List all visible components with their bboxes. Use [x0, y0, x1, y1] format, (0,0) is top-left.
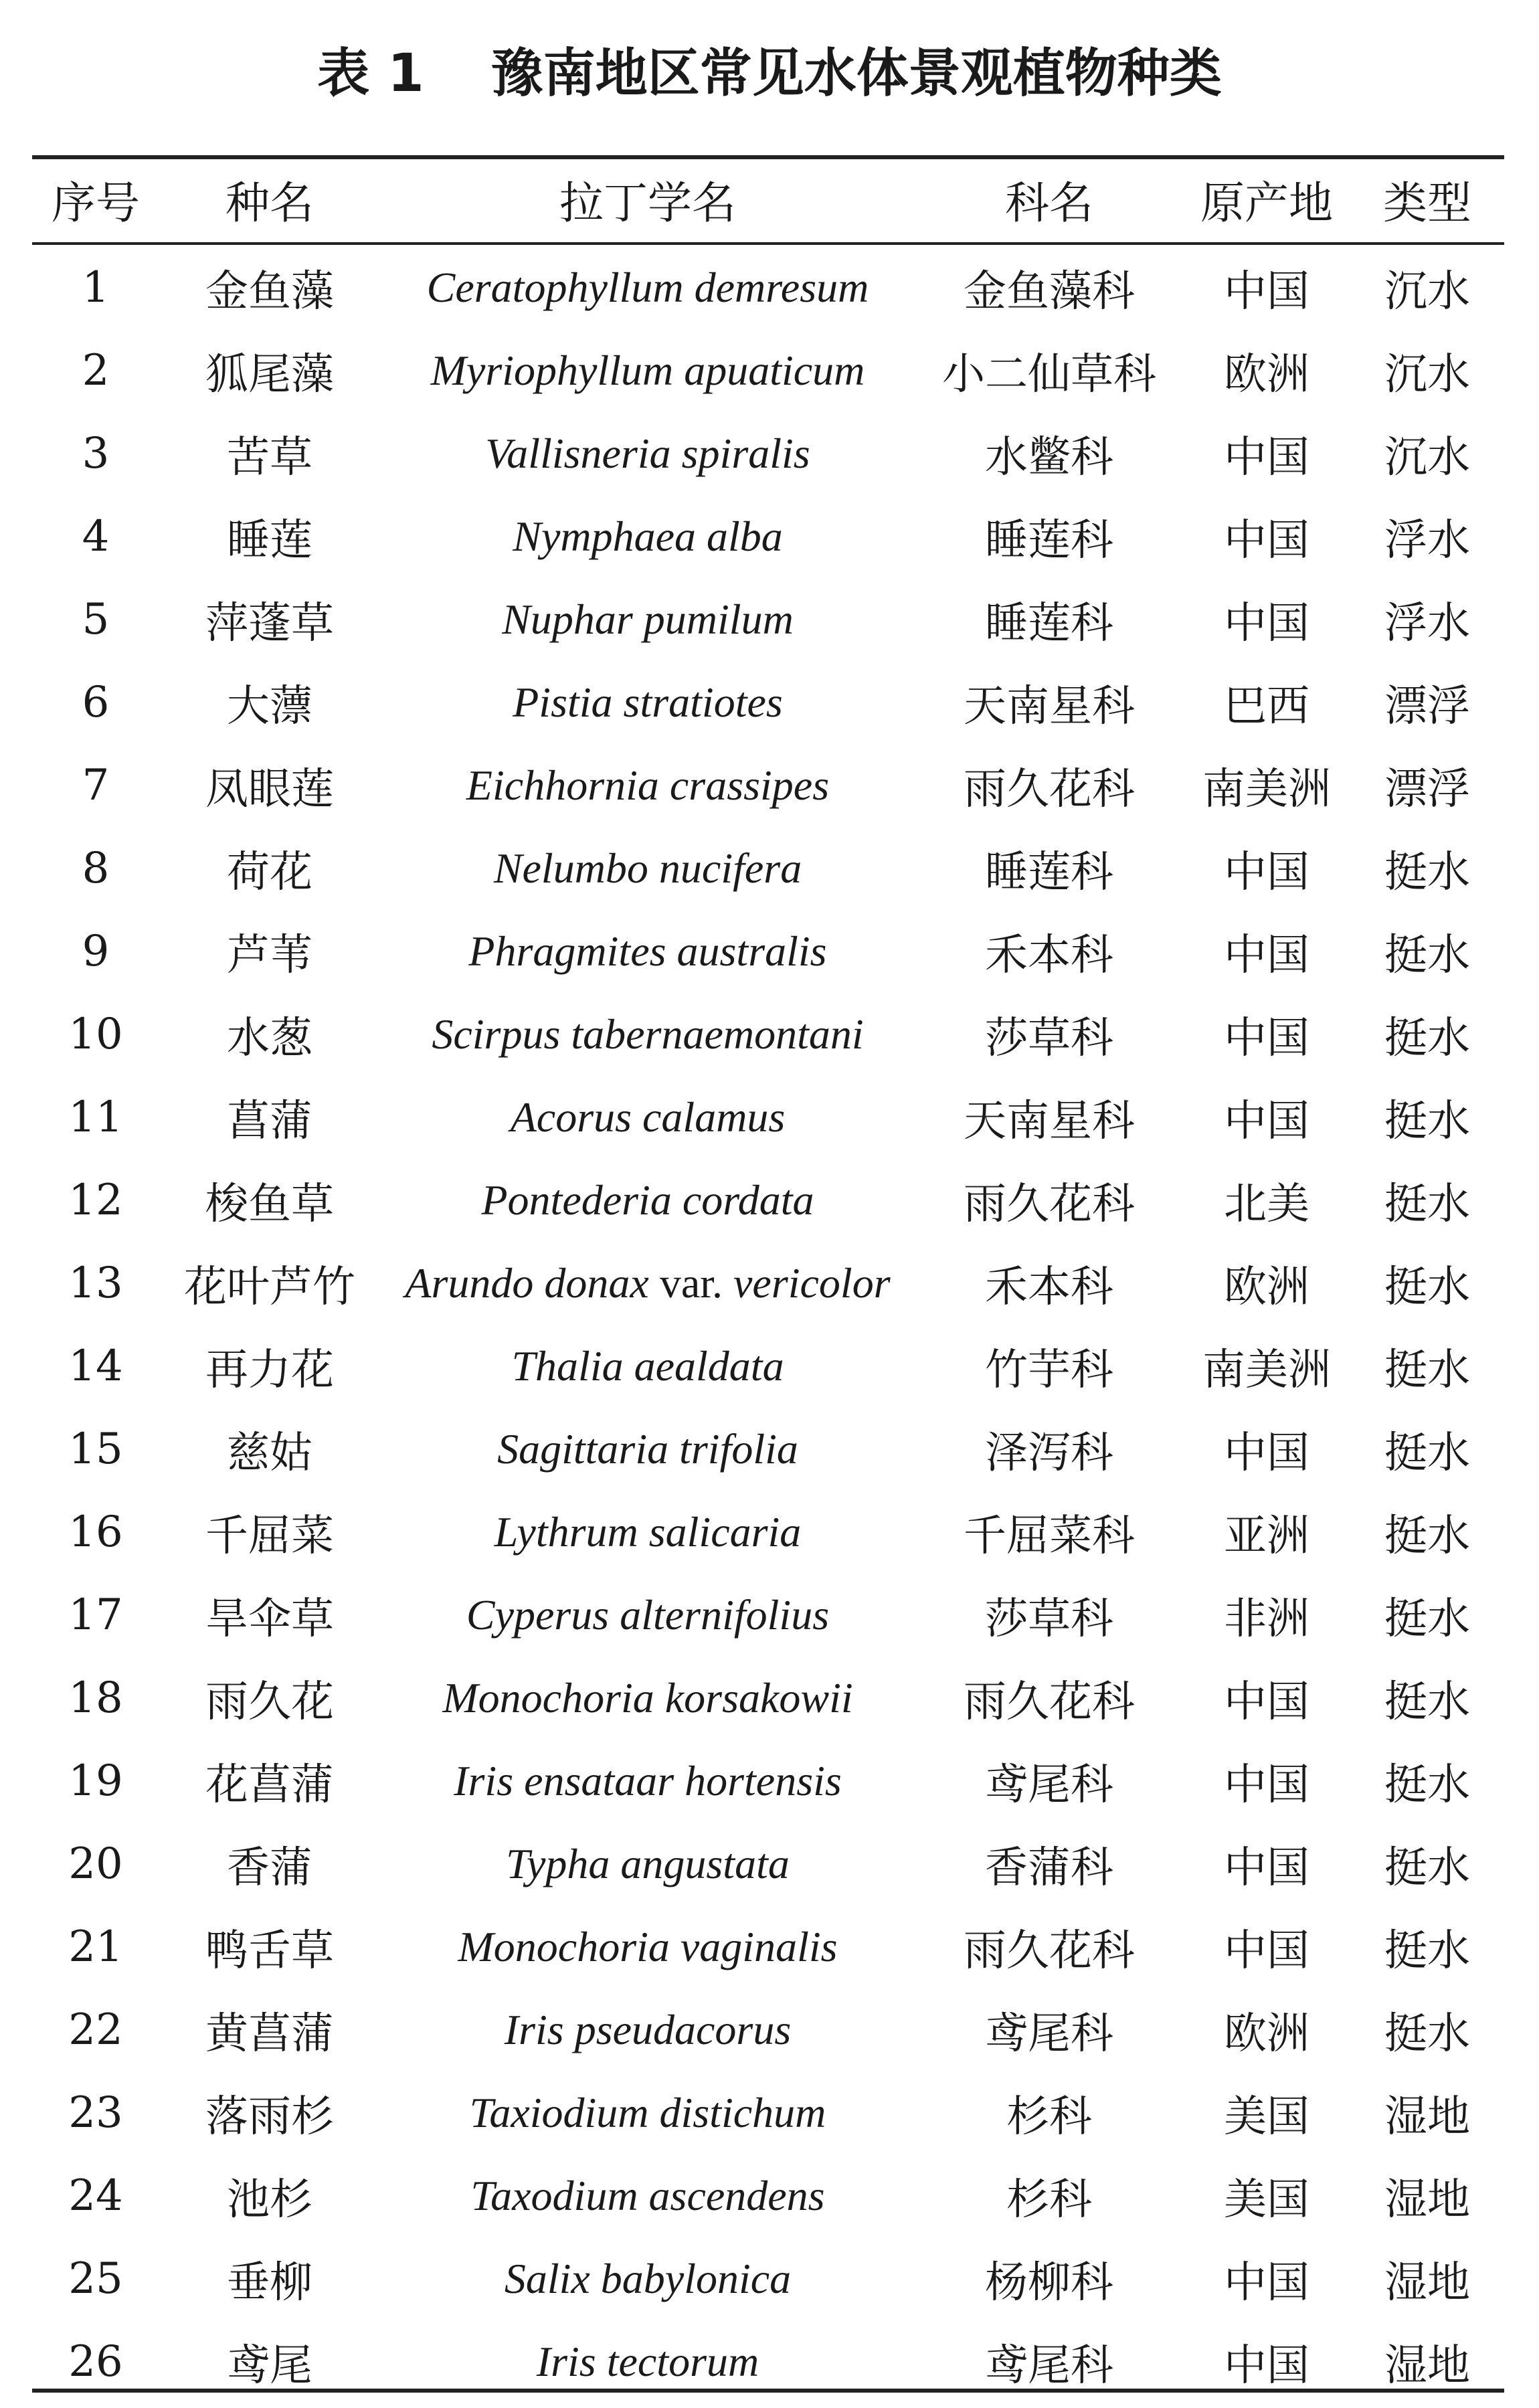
cell-type: 挺水 — [1384, 1346, 1470, 1395]
cell-latin: Phragmites australis — [468, 927, 827, 975]
table-row — [32, 1988, 1504, 2071]
cell-type: 漂浮 — [1384, 765, 1470, 814]
cell-family: 杉科 — [1006, 2175, 1092, 2225]
cell-latin: Acorus calamus — [510, 1093, 786, 1141]
cell-type: 挺水 — [1384, 1263, 1470, 1312]
cell-origin: 中国 — [1224, 1677, 1309, 1727]
cell-family: 金鱼藻科 — [964, 267, 1135, 316]
cell-family: 雨久花科 — [964, 765, 1135, 814]
cell-type: 挺水 — [1384, 1511, 1470, 1561]
cell-name: 狐尾藻 — [205, 350, 334, 399]
cell-family: 睡莲科 — [985, 599, 1113, 648]
cell-origin: 中国 — [1224, 1428, 1309, 1478]
table-row — [32, 2071, 1504, 2154]
cell-no: 16 — [68, 1507, 123, 1557]
cell-no: 19 — [68, 1756, 123, 1806]
cell-family: 竹芋科 — [985, 1346, 1113, 1395]
cell-name: 池杉 — [227, 2175, 312, 2225]
cell-type: 沉水 — [1384, 350, 1470, 399]
cell-type: 挺水 — [1384, 1428, 1470, 1478]
cell-latin: Iris pseudacorus — [504, 2006, 792, 2053]
cell-latin: Vallisneria spiralis — [485, 430, 810, 477]
cell-name: 落雨杉 — [205, 2092, 334, 2142]
cell-family: 睡莲科 — [985, 516, 1113, 565]
cell-origin: 中国 — [1224, 931, 1309, 980]
cell-type: 沉水 — [1384, 433, 1470, 482]
cell-latin: Cyperus alternifolius — [466, 1591, 830, 1639]
cell-no: 3 — [82, 429, 110, 478]
table-title: 豫南地区常见水体景观植物种类 — [490, 43, 1222, 104]
cell-family: 杉科 — [1006, 2092, 1092, 2142]
cell-name: 旱伞草 — [205, 1594, 334, 1644]
table-body — [32, 242, 1504, 2403]
header-name: 种名 — [225, 177, 314, 229]
cell-name: 鸢尾 — [227, 2341, 312, 2391]
cell-no: 10 — [68, 1010, 123, 1059]
cell-no: 14 — [68, 1341, 123, 1391]
cell-no: 25 — [68, 2254, 123, 2304]
table-row — [32, 1740, 1504, 1823]
cell-no: 7 — [82, 761, 110, 810]
cell-name: 萍蓬草 — [205, 599, 334, 648]
cell-family: 雨久花科 — [964, 1926, 1135, 1976]
cell-latin: Myriophyllum apuaticum — [430, 347, 865, 394]
cell-type: 挺水 — [1384, 931, 1470, 980]
cell-type: 漂浮 — [1384, 682, 1470, 731]
cell-origin: 非洲 — [1224, 1594, 1309, 1644]
cell-no: 26 — [68, 2337, 123, 2387]
cell-family: 鸢尾科 — [985, 2009, 1113, 2059]
cell-family: 香蒲科 — [985, 1843, 1113, 1893]
cell-no: 17 — [68, 1590, 123, 1640]
cell-latin: Salix babylonica — [504, 2255, 792, 2302]
cell-latin: Taxodium ascendens — [470, 2172, 825, 2219]
cell-family: 千屈菜科 — [964, 1511, 1135, 1561]
cell-origin: 中国 — [1224, 2258, 1309, 2308]
cell-latin: Nymphaea alba — [513, 513, 783, 560]
table-row — [32, 1823, 1504, 1906]
table-row — [32, 1491, 1504, 1574]
table-row — [32, 827, 1504, 910]
cell-name: 苦草 — [227, 433, 312, 482]
cell-latin: Sagittaria trifolia — [497, 1425, 798, 1473]
cell-name: 梭鱼草 — [205, 1180, 334, 1229]
table-row — [32, 1408, 1504, 1491]
cell-latin: Thalia aealdata — [511, 1342, 784, 1390]
cell-latin: Pistia stratiotes — [513, 678, 783, 726]
cell-no: 21 — [68, 1922, 123, 1972]
cell-family: 杨柳科 — [985, 2258, 1113, 2308]
cell-origin: 巴西 — [1224, 682, 1309, 731]
cell-no: 9 — [82, 927, 110, 976]
cell-name: 黄菖蒲 — [205, 2009, 334, 2059]
cell-family: 水鳖科 — [985, 433, 1113, 482]
cell-type: 浮水 — [1384, 599, 1470, 648]
table-row — [32, 1159, 1504, 1242]
cell-origin: 中国 — [1224, 1760, 1309, 1810]
header-origin: 原产地 — [1200, 177, 1333, 229]
cell-type: 湿地 — [1384, 2175, 1470, 2225]
cell-type: 挺水 — [1384, 1843, 1470, 1893]
cell-family: 小二仙草科 — [942, 350, 1156, 399]
cell-family: 雨久花科 — [964, 1677, 1135, 1727]
header-no: 序号 — [52, 177, 140, 229]
cell-latin: Nelumbo nucifera — [493, 844, 802, 892]
cell-origin: 北美 — [1224, 1180, 1309, 1229]
table-row — [32, 1242, 1504, 1325]
table-caption — [0, 33, 1539, 114]
cell-name: 垂柳 — [227, 2258, 312, 2308]
cell-no: 11 — [68, 1093, 123, 1142]
table-row — [32, 1657, 1504, 1740]
cell-family: 天南星科 — [964, 1097, 1135, 1146]
cell-name: 金鱼藻 — [205, 267, 334, 316]
latin-part: Arundo donax — [405, 1259, 649, 1307]
cell-no: 8 — [82, 844, 110, 893]
cell-no: 13 — [68, 1259, 123, 1308]
cell-type: 沉水 — [1384, 267, 1470, 316]
header-latin: 拉丁学名 — [559, 177, 736, 229]
header-type: 类型 — [1383, 177, 1471, 229]
cell-no: 4 — [82, 512, 110, 561]
table-row — [32, 495, 1504, 578]
cell-origin: 中国 — [1224, 433, 1309, 482]
table-number: 表 1 — [317, 43, 424, 104]
cell-name: 香蒲 — [227, 1843, 312, 1893]
cell-type: 挺水 — [1384, 1180, 1470, 1229]
cell-type: 挺水 — [1384, 1014, 1470, 1063]
table-row — [32, 329, 1504, 412]
table-row — [32, 578, 1504, 661]
cell-type: 挺水 — [1384, 1760, 1470, 1810]
cell-origin: 美国 — [1224, 2092, 1309, 2142]
table-row — [32, 661, 1504, 744]
cell-type: 挺水 — [1384, 1677, 1470, 1727]
cell-name: 慈姑 — [227, 1428, 312, 1478]
cell-type: 湿地 — [1384, 2341, 1470, 2391]
table-row — [32, 2237, 1504, 2320]
cell-latin: Monochoria vaginalis — [458, 1923, 838, 1970]
cell-latin: Taxiodium distichum — [469, 2089, 826, 2136]
cell-type: 挺水 — [1384, 1594, 1470, 1644]
table-row — [32, 412, 1504, 495]
cell-no: 6 — [82, 678, 110, 727]
cell-type: 湿地 — [1384, 2258, 1470, 2308]
cell-no: 22 — [68, 2005, 123, 2055]
cell-family: 莎草科 — [985, 1594, 1113, 1644]
table-row — [32, 1076, 1504, 1159]
cell-origin: 南美洲 — [1202, 1346, 1331, 1395]
cell-family: 鸢尾科 — [985, 2341, 1113, 2391]
cell-name: 花菖蒲 — [205, 1760, 334, 1810]
cell-origin: 中国 — [1224, 2341, 1309, 2391]
cell-origin: 中国 — [1224, 267, 1309, 316]
cell-no: 1 — [82, 263, 110, 312]
cell-type: 挺水 — [1384, 1097, 1470, 1146]
cell-latin: Iris ensataar hortensis — [454, 1757, 842, 1804]
table-row — [32, 242, 1504, 329]
table-row — [32, 1574, 1504, 1657]
cell-latin: Typha angustata — [506, 1840, 790, 1887]
cell-no: 15 — [68, 1424, 123, 1474]
cell-name: 水葱 — [227, 1014, 312, 1063]
cell-name: 千屈菜 — [205, 1511, 334, 1561]
table-row — [32, 993, 1504, 1076]
cell-family: 禾本科 — [985, 931, 1113, 980]
cell-name: 睡莲 — [227, 516, 312, 565]
cell-type: 挺水 — [1384, 2009, 1470, 2059]
cell-latin — [380, 1242, 915, 1325]
cell-family: 莎草科 — [985, 1014, 1113, 1063]
cell-origin: 中国 — [1224, 1926, 1309, 1976]
cell-no: 20 — [68, 1839, 123, 1889]
cell-latin: Ceratophyllum demresum — [426, 264, 869, 311]
cell-name: 鸭舌草 — [205, 1926, 334, 1976]
cell-origin: 美国 — [1224, 2175, 1309, 2225]
table-row — [32, 910, 1504, 993]
table-row — [32, 744, 1504, 827]
header-row — [32, 155, 1504, 242]
cell-no: 5 — [82, 595, 110, 644]
cell-no: 12 — [68, 1176, 123, 1225]
cell-latin: Monochoria korsakowii — [442, 1674, 853, 1722]
cell-type: 挺水 — [1384, 848, 1470, 897]
cell-origin: 亚洲 — [1224, 1511, 1309, 1561]
plant-table — [32, 155, 1504, 2403]
cell-type: 挺水 — [1384, 1926, 1470, 1976]
cell-origin: 欧洲 — [1224, 350, 1309, 399]
header-family: 科名 — [1005, 177, 1093, 229]
cell-origin: 中国 — [1224, 516, 1309, 565]
cell-no: 23 — [68, 2088, 123, 2138]
table-row — [32, 1906, 1504, 1988]
cell-name: 再力花 — [205, 1346, 334, 1395]
latin-part: vericolor — [733, 1259, 891, 1307]
cell-name: 凤眼莲 — [205, 765, 334, 814]
latin-rank: var. — [648, 1259, 733, 1307]
cell-family: 睡莲科 — [985, 848, 1113, 897]
cell-origin: 中国 — [1224, 599, 1309, 648]
cell-family: 鸢尾科 — [985, 1760, 1113, 1810]
cell-latin: Scirpus tabernaemontani — [432, 1010, 864, 1058]
cell-origin: 中国 — [1224, 1097, 1309, 1146]
cell-type: 浮水 — [1384, 516, 1470, 565]
cell-family: 天南星科 — [964, 682, 1135, 731]
cell-origin: 中国 — [1224, 1014, 1309, 1063]
cell-latin: Lythrum salicaria — [494, 1508, 802, 1556]
cell-family: 泽泻科 — [985, 1428, 1113, 1478]
cell-name: 大薸 — [227, 682, 312, 731]
cell-family: 禾本科 — [985, 1263, 1113, 1312]
cell-no: 24 — [68, 2171, 123, 2221]
cell-origin: 中国 — [1224, 848, 1309, 897]
cell-name: 花叶芦竹 — [184, 1263, 355, 1312]
cell-origin: 南美洲 — [1202, 765, 1331, 814]
cell-latin: Pontederia cordata — [481, 1176, 814, 1224]
cell-latin: Nuphar pumilum — [502, 595, 794, 643]
cell-no: 18 — [68, 1673, 123, 1723]
cell-latin: Eichhornia crassipes — [466, 761, 830, 809]
table-row — [32, 2320, 1504, 2403]
cell-origin: 欧洲 — [1224, 2009, 1309, 2059]
cell-name: 雨久花 — [205, 1677, 334, 1727]
cell-name: 荷花 — [227, 848, 312, 897]
table-row — [32, 2154, 1504, 2237]
cell-type: 湿地 — [1384, 2092, 1470, 2142]
cell-no: 2 — [82, 346, 110, 395]
cell-name: 芦苇 — [227, 931, 312, 980]
table-row — [32, 1325, 1504, 1408]
cell-name: 菖蒲 — [227, 1097, 312, 1146]
cell-origin: 中国 — [1224, 1843, 1309, 1893]
cell-family: 雨久花科 — [964, 1180, 1135, 1229]
cell-origin: 欧洲 — [1224, 1263, 1309, 1312]
cell-latin: Iris tectorum — [536, 2338, 759, 2385]
